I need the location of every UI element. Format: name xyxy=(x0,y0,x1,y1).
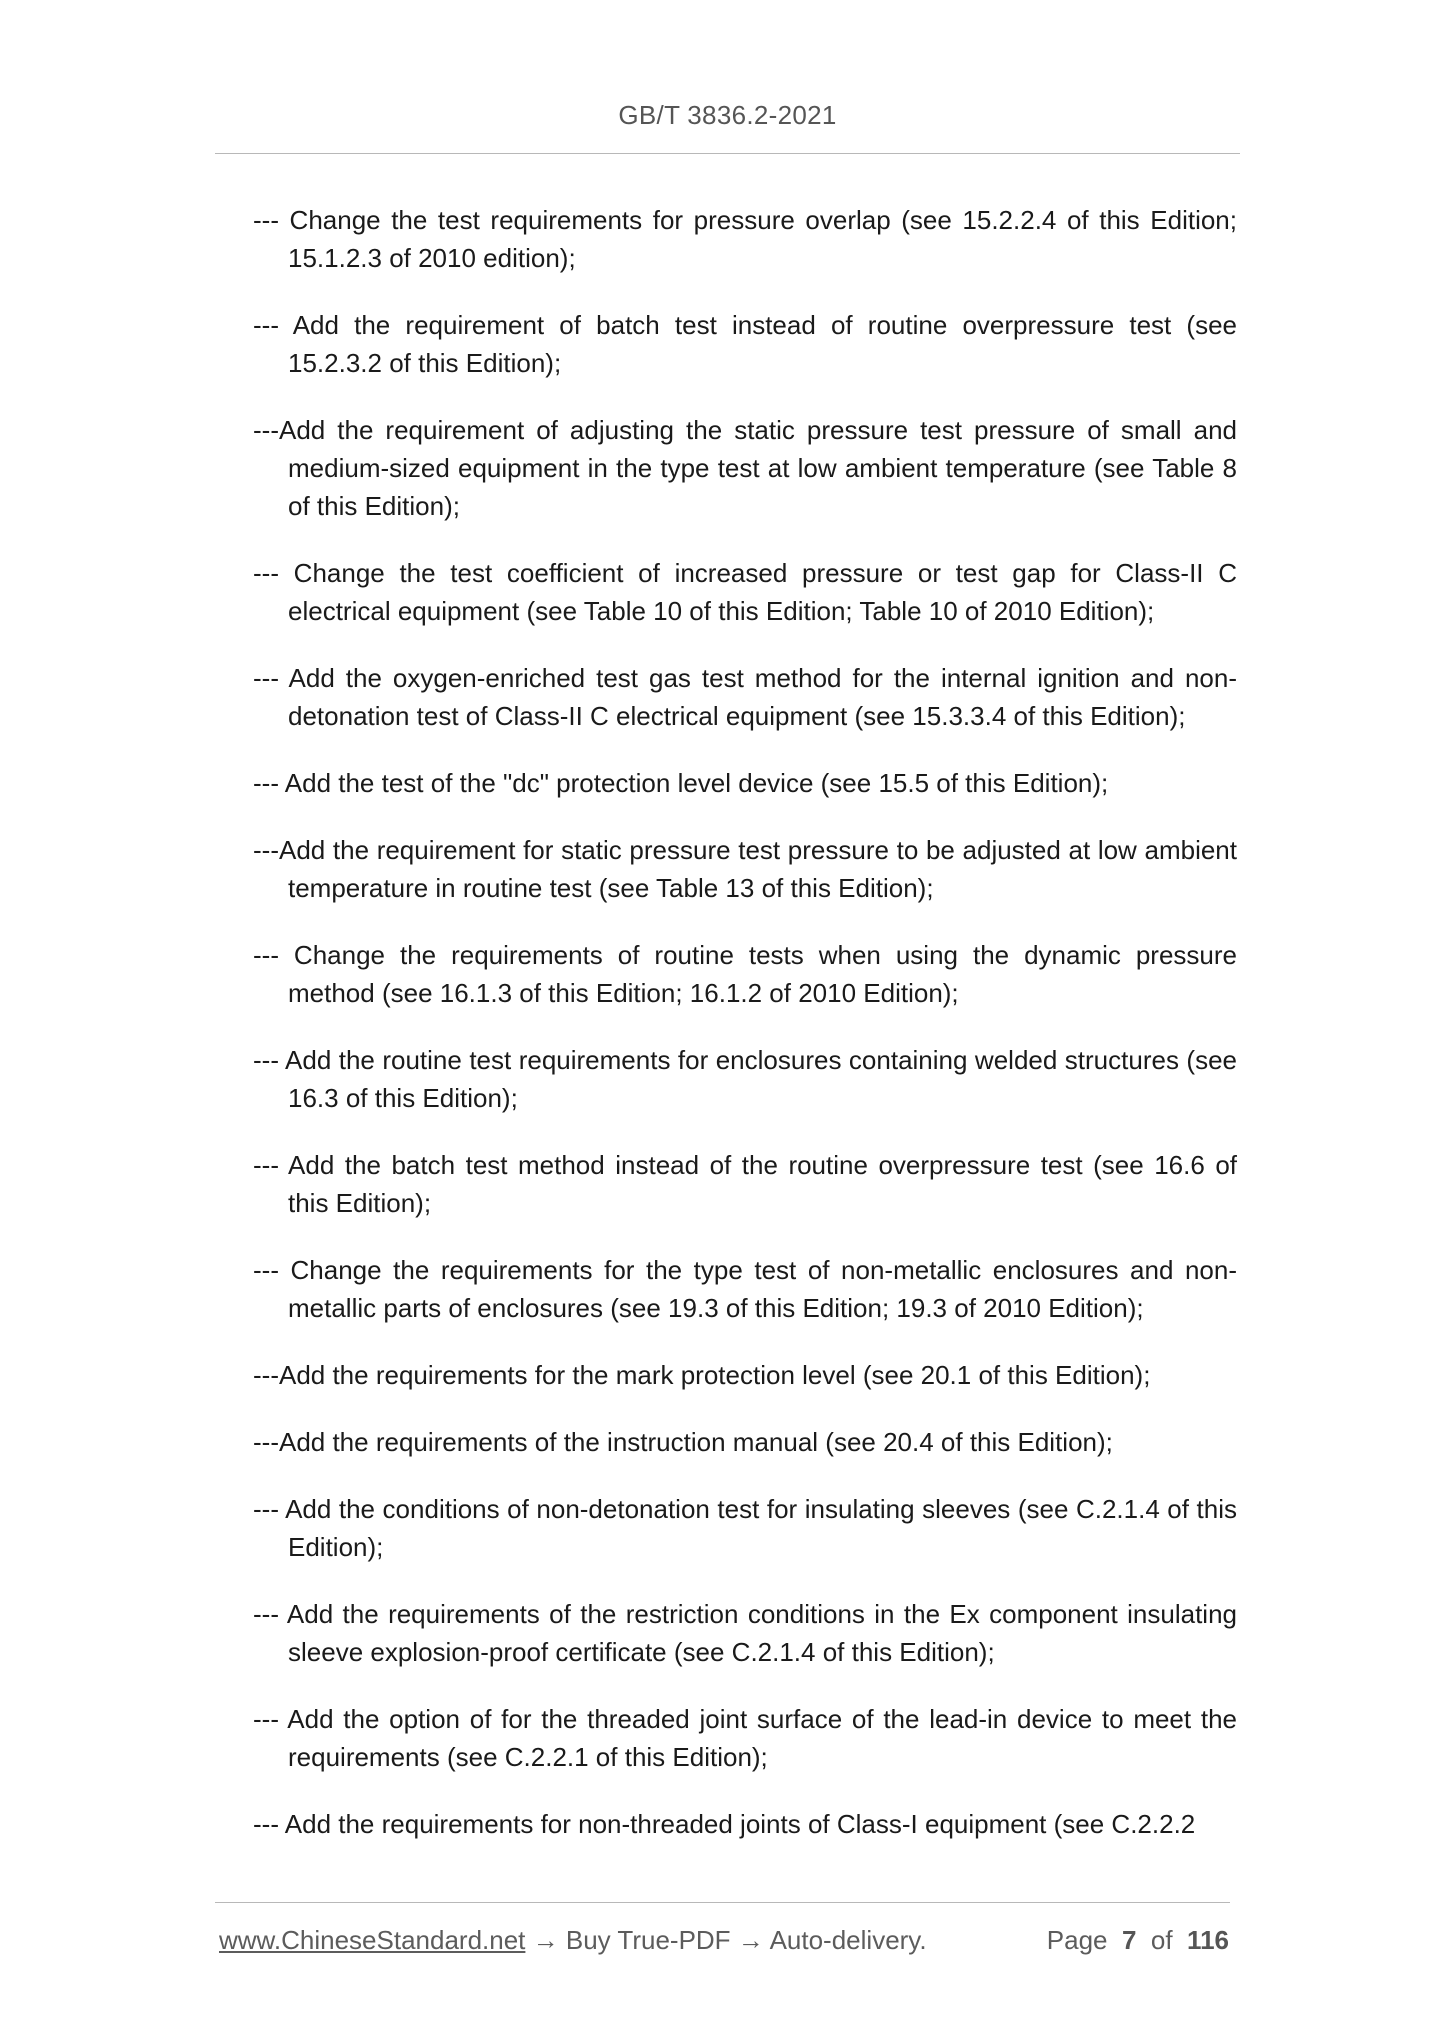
list-item: --- Add the requirements for non-threaded joints of Class-I equipment (see C.2.2.2 xyxy=(253,1809,1196,1839)
list-item: --- Change the test coefficient of increased pressure or test gap for Class-II C electrical equipment (see Table 10 of this Edition; Table 10 of 2010 Edition); xyxy=(253,558,1237,626)
list-item: --- Change the requirements for the type test of non-metallic enclosures and non-metallic parts of enclosures (see 19.3 of this Edition; 19.3 of 2010 Edition); xyxy=(253,1255,1237,1323)
footer-promo-text: → Buy True-PDF → Auto-delivery. xyxy=(525,1925,927,1955)
list-item: --- Add the requirements of the restriction conditions in the Ex component insulating sleeve explosion-proof certificate (see C.2.1.4 of this Edition); xyxy=(253,1599,1237,1667)
list-item: ---Add the requirement of adjusting the static pressure test pressure of small and medium-sized equipment in the type test at low ambient temperature (see Table 8 of this Edition); xyxy=(253,415,1237,521)
page-total: 116 xyxy=(1187,1925,1229,1955)
list-item: --- Add the option of for the threaded joint surface of the lead-in device to meet the requirements (see C.2.2.1 of this Edition); xyxy=(253,1704,1237,1772)
header-divider xyxy=(215,153,1240,154)
list-item: ---Add the requirements of the instruction manual (see 20.4 of this Edition); xyxy=(253,1427,1113,1457)
page-number xyxy=(1047,1925,1229,1956)
list-item: --- Add the batch test method instead of the routine overpressure test (see 16.6 of this Edition); xyxy=(253,1150,1237,1218)
list-item: --- Change the requirements of routine tests when using the dynamic pressure method (see 16.1.3 of this Edition; 16.1.2 of 2010 Edition); xyxy=(253,940,1237,1008)
footer-divider xyxy=(215,1902,1230,1903)
list-item: --- Add the requirement of batch test instead of routine overpressure test (see 15.2.3.2 of this Edition); xyxy=(253,310,1237,378)
list-item: --- Add the oxygen-enriched test gas test method for the internal ignition and non-detonation test of Class-II C electrical equipment (see 15.3.3.4 of this Edition); xyxy=(253,663,1237,731)
site-link[interactable]: www.ChineseStandard.net xyxy=(219,1925,526,1955)
change-list xyxy=(253,201,1237,1872)
page-of-label: of xyxy=(1150,1925,1173,1955)
page-current: 7 xyxy=(1121,1925,1137,1955)
page-label: Page xyxy=(1046,1925,1108,1955)
page-footer xyxy=(219,1925,1229,1963)
list-item: --- Change the test requirements for pressure overlap (see 15.2.2.4 of this Edition; 15.1.2.3 of 2010 edition); xyxy=(253,205,1237,273)
list-item: ---Add the requirement for static pressure test pressure to be adjusted at low ambient temperature in routine test (see Table 13 of this Edition); xyxy=(253,835,1237,903)
list-item: --- Add the routine test requirements for enclosures containing welded structures (see 16.3 of this Edition); xyxy=(253,1045,1237,1113)
list-item: ---Add the requirements for the mark protection level (see 20.1 of this Edition); xyxy=(253,1360,1151,1390)
list-item: --- Add the conditions of non-detonation test for insulating sleeves (see C.2.1.4 of this Edition); xyxy=(253,1494,1237,1562)
page-header-title: GB/T 3836.2-2021 xyxy=(618,100,837,130)
footer-promo xyxy=(219,1925,927,1956)
list-item: --- Add the test of the "dc" protection level device (see 15.5 of this Edition); xyxy=(253,768,1109,798)
